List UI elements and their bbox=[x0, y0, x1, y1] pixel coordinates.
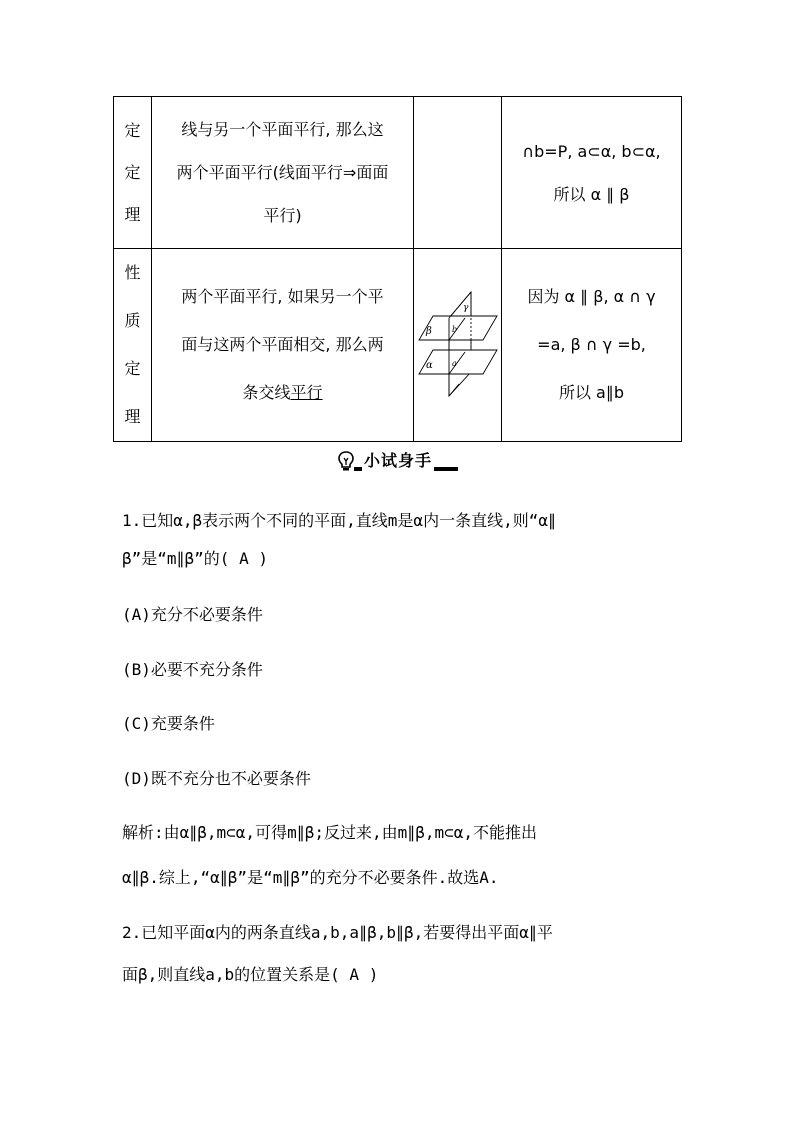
planes-figure bbox=[414, 249, 502, 442]
option-b: (B)必要不充分条件 bbox=[122, 660, 263, 679]
section-title: 小试身手 bbox=[364, 451, 433, 470]
bulb-icon bbox=[336, 450, 356, 472]
analysis-text-cont: α∥β.综上,“α∥β”是“m∥β”的充分不必要条件.故选A. bbox=[122, 868, 499, 887]
question-1-text-cont: β”是“m∥β”的( A ) bbox=[122, 549, 268, 568]
figure-cell-empty bbox=[414, 97, 502, 249]
svg-text:α: α bbox=[425, 360, 433, 371]
svg-text:a: a bbox=[451, 359, 457, 368]
theorem-table bbox=[113, 96, 682, 442]
svg-text:γ: γ bbox=[462, 303, 468, 313]
section-heading bbox=[336, 450, 458, 474]
theorem-description: 线与另一个平面平行, 那么这 两个平面平行(线面平行⇒面面 平行) bbox=[152, 97, 414, 249]
svg-text:b: b bbox=[451, 325, 457, 334]
theorem-description: 两个平面平行, 如果另一个平 面与这两个平面相交, 那么两 条交线平行 bbox=[152, 249, 414, 442]
analysis-text: 解析:由α∥β,m⊂α,可得m∥β;反过来,由m∥β,m⊂α,不能推出 bbox=[122, 823, 538, 842]
table-row bbox=[114, 97, 682, 249]
symbolic-statement: ∩b=P, a⊂α, b⊂α, 所以 α ∥ β bbox=[502, 97, 682, 249]
question-2-text-cont: 面β,则直线a,b的位置关系是( A ) bbox=[122, 965, 379, 984]
question-2-text: 2.已知平面α内的两条直线a,b,a∥β,b∥β,若要得出平面α∥平 bbox=[122, 923, 553, 942]
option-a: (A)充分不必要条件 bbox=[122, 605, 263, 624]
row-label: 性 质 定 理 bbox=[114, 249, 152, 442]
option-c: (C)充要条件 bbox=[122, 714, 215, 733]
question-1-text: 1.已知α,β表示两个不同的平面,直线m是α内一条直线,则“α∥ bbox=[122, 511, 556, 530]
table-row bbox=[114, 249, 682, 442]
option-d: (D)既不充分也不必要条件 bbox=[122, 769, 311, 788]
symbolic-statement: 因为 α ∥ β, α ∩ γ =a, β ∩ γ =b, 所以 a∥b bbox=[502, 249, 682, 442]
row-label: 定 定 理 bbox=[114, 97, 152, 249]
parallel-planes-diagram bbox=[415, 288, 501, 398]
svg-text:β: β bbox=[425, 326, 432, 337]
